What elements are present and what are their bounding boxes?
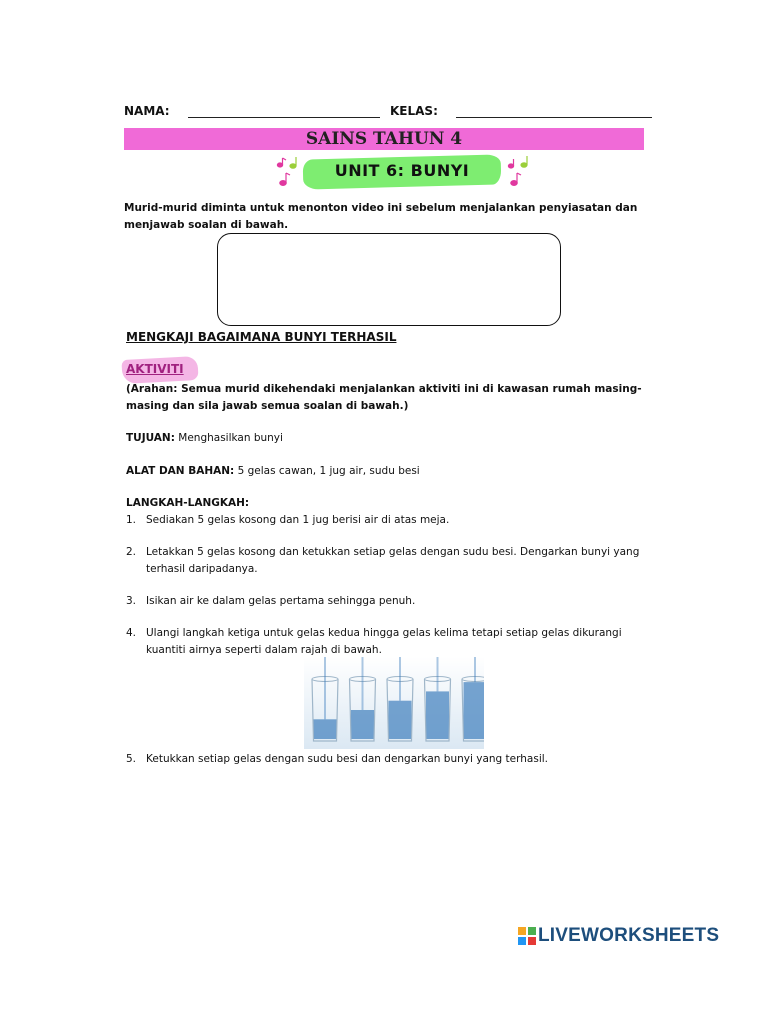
liveworksheets-logo-icon (518, 927, 536, 945)
water-stream (474, 657, 476, 682)
water-level (351, 710, 374, 739)
water-level (464, 682, 485, 739)
step-text: Sediakan 5 gelas kosong dan 1 jug berisi air di atas meja. (146, 514, 450, 526)
glasses-illustration (304, 657, 484, 749)
arahan-text: (Arahan: Semua murid dikehendaki menjalankan aktiviti ini di kawasan rumah masing-masing dan sila jawab semua soalan di bawah.) (126, 383, 642, 412)
water-stream (324, 657, 326, 719)
step-number: 5. (126, 753, 137, 765)
liveworksheets-logo (518, 925, 719, 947)
step-text: Letakkan 5 gelas kosong dan ketukkan setiap gelas dengan sudu besi. Dengarkan bunyi yang terhasil daripadanya. (146, 546, 640, 575)
langkah-label: LANGKAH-LANGKAH: (126, 497, 250, 509)
nama-field[interactable] (188, 117, 380, 118)
water-stream (437, 657, 439, 691)
step-number: 1. (126, 514, 137, 526)
nama-label: NAMA: (124, 104, 170, 118)
water-level (314, 719, 337, 739)
section-title: MENGKAJI BAGAIMANA BUNYI TERHASIL (126, 330, 397, 344)
water-stream (362, 657, 364, 710)
alat-label: ALAT DAN BAHAN: (126, 465, 235, 477)
alat-row (126, 463, 644, 480)
step-number: 3. (126, 595, 137, 607)
kelas-label: KELAS: (390, 104, 438, 118)
video-box[interactable] (217, 233, 561, 326)
step-4 (126, 625, 644, 659)
step-3 (126, 593, 644, 610)
kelas-field[interactable] (456, 117, 652, 118)
tujuan-label: TUJUAN: (126, 432, 175, 444)
step-5 (126, 751, 644, 768)
water-level (389, 701, 412, 739)
tujuan-value: Menghasilkan bunyi (178, 432, 283, 444)
music-notes-right-icon (504, 154, 536, 190)
page-title: SAINS TAHUN 4 (305, 129, 463, 149)
step-2 (126, 544, 644, 578)
water-level (426, 691, 449, 739)
step-text: Ketukkan setiap gelas dengan sudu besi dan dengarkan bunyi yang terhasil. (146, 753, 548, 765)
aktiviti-label: AKTIVITI (126, 362, 184, 376)
step-1 (126, 512, 644, 529)
step-text: Isikan air ke dalam gelas pertama sehingga penuh. (146, 595, 416, 607)
tujuan-row (126, 430, 644, 447)
alat-value: 5 gelas cawan, 1 jug air, sudu besi (237, 465, 420, 477)
step-number: 4. (126, 627, 137, 639)
intro-text: Murid-murid diminta untuk menonton video ini sebelum menjalankan penyiasatan dan menjawab soalan di bawah. (124, 202, 638, 231)
water-stream (399, 657, 401, 701)
step-text: Ulangi langkah ketiga untuk gelas kedua hingga gelas kelima tetapi setiap gelas dikurangi kuantiti airnya seperti dalam rajah di bawah. (146, 627, 622, 656)
unit-title: UNIT 6: BUNYI (334, 161, 470, 180)
brand-text: LIVEWORKSHEETS (538, 925, 720, 946)
step-number: 2. (126, 546, 137, 558)
